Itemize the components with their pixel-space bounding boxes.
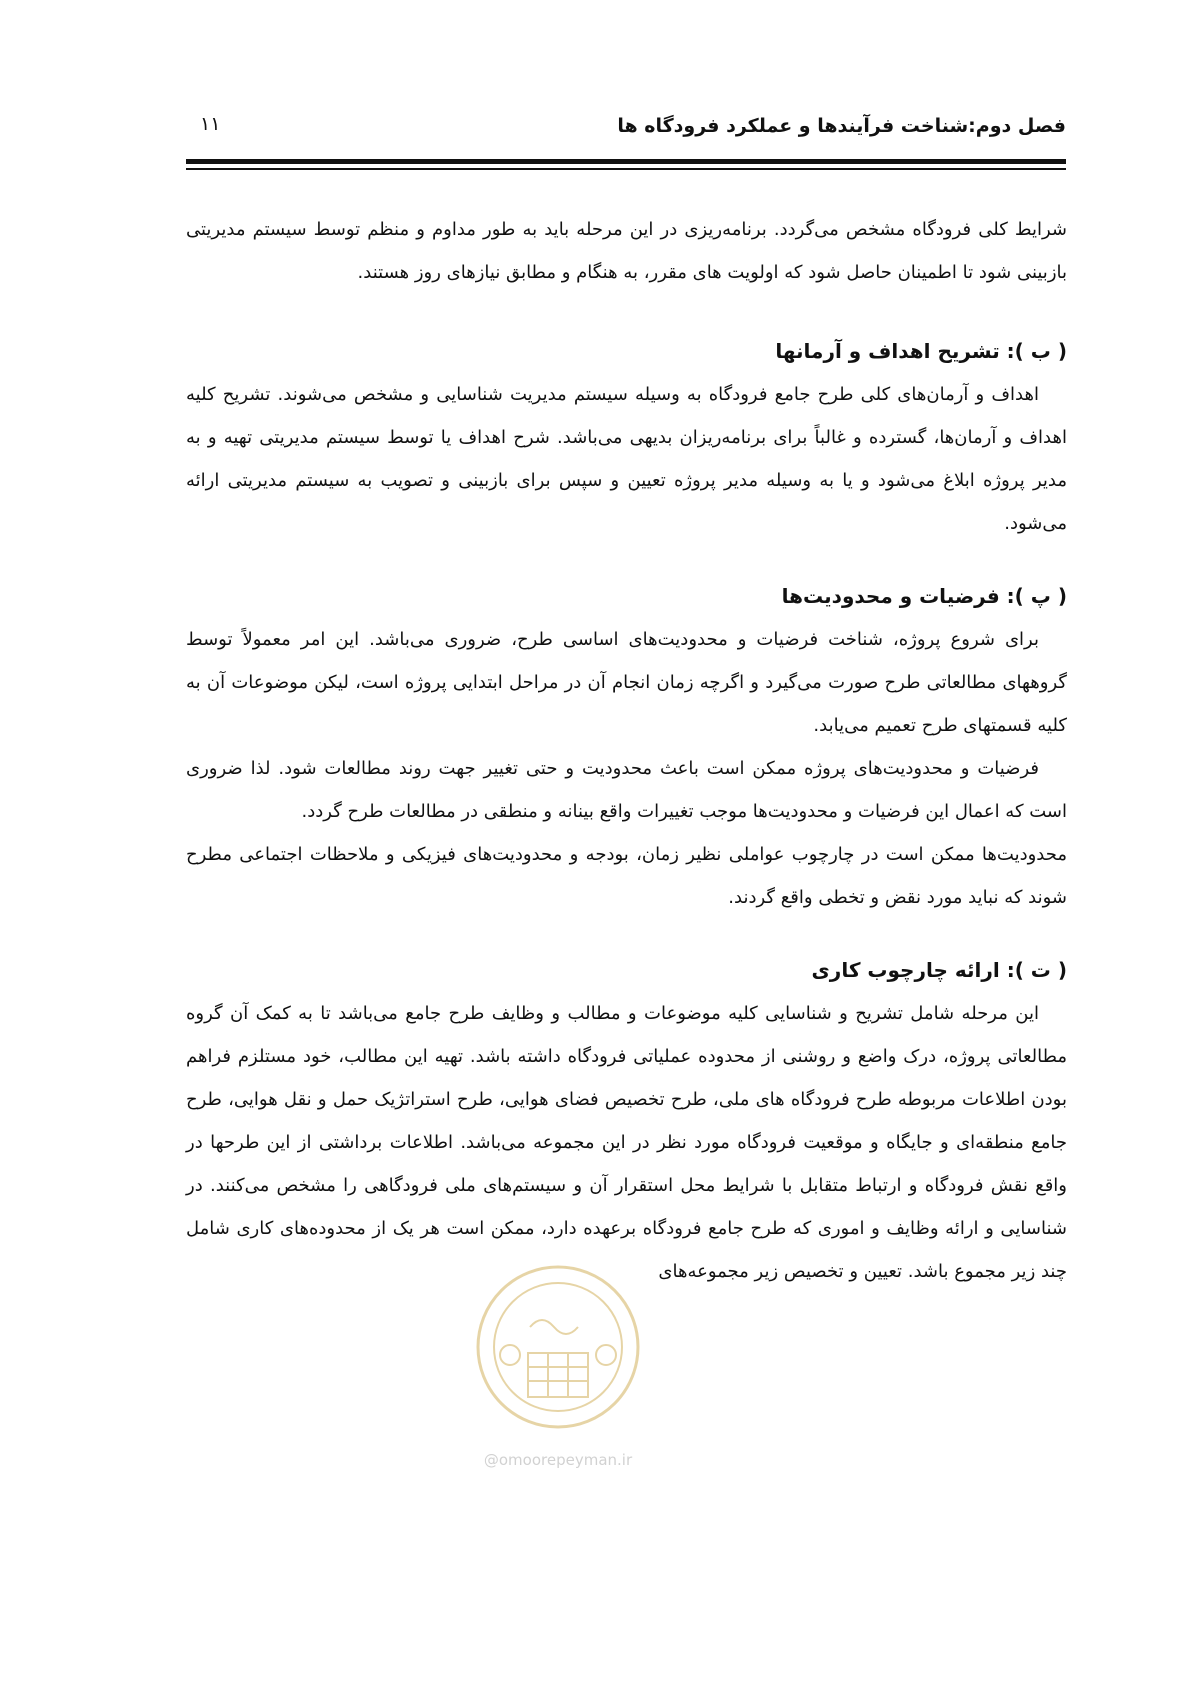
section-t-heading: ( ت ): ارائه چارچوب کاری xyxy=(811,958,1067,982)
section-p-heading: ( پ ): فرضیات و محدودیت‌ها xyxy=(781,584,1067,608)
section-p-paragraph-2: فرضیات و محدودیت‌های پروژه ممکن است باعث محدودیت و حتی تغییر جهت روند مطالعات شود. لذا ضروری است که اعمال این فرضیات و محدودیت‌ها موجب تغییرات واقع بینانه و منطقی در مطالعات طرح گردد. xyxy=(186,758,1067,822)
section-spacer xyxy=(186,294,1067,330)
header-rule-thin xyxy=(186,168,1066,170)
page-number: ۱۱ xyxy=(200,113,221,135)
page-body xyxy=(186,208,1067,1293)
section-spacer xyxy=(186,919,1067,949)
section-b-paragraph: اهداف و آرمان‌های کلی طرح جامع فرودگاه به وسیله سیستم مدیریت شناسایی و مشخص می‌شوند. تشریح کلیه اهداف و آرمان‌ها، گسترده و غالباً برای برنامه‌ریزان بدیهی می‌باشد. شرح اهداف یا توسط سیستم مدیریتی تهیه و به مدیر پروژه ابلاغ می‌شود و یا به وسیله مدیر پروژه تعیین و سپس برای بازبینی و تصویب به سیستم مدیریتی ارائه می‌شود. xyxy=(186,384,1067,534)
running-header-title: فصل دوم:شناخت فرآیندها و عملکرد فرودگاه ها xyxy=(617,115,1066,137)
section-p-paragraph-1: برای شروع پروژه، شناخت فرضیات و محدودیت‌های اساسی طرح، ضروری می‌باشد. این امر معمولاً توسط گروههای مطالعاتی طرح صورت می‌گیرد و اگرچه زمان انجام آن در مراحل ابتدایی پروژه است، لیکن موضوعات آن به کلیه قسمتهای طرح تعمیم می‌یابد. xyxy=(186,629,1067,736)
section-t-paragraph: این مرحله شامل تشریح و شناسایی کلیه موضوعات و مطالب و وظایف طرح جامع می‌باشد تا به کمک آن گروه مطالعاتی پروژه، درک واضع و روشنی از محدوده عملیاتی فرودگاه داشته باشد. تهیه این مطالب، خود مستلزم فراهم بودن اطلاعات مربوطه طرح فرودگاه های ملی، طرح تخصیص فضای هوایی، طرح استراتژیک حمل و نقل هوایی، طرح جامع منطقه‌ای و جایگاه و موقعیت فرودگاه مورد نظر در این مجموعه می‌باشد. اطلاعات برداشتی از این طرحها در واقع نقش فرودگاه و ارتباط متقابل با شرایط محل استقرار آن و سیستم‌های ملی فرودگاهی را مشخص می‌کنند. در شناسایی و ارائه وظایف و اموری که طرح جامع فرودگاه برعهده دارد، ممکن است هر یک از محدوده‌های کاری شامل چند زیر مجموع باشد. تعیین و تخصیص زیر مجموعه‌های xyxy=(186,1003,1067,1282)
section-p-paragraph-3: محدودیت‌ها ممکن است در چارچوب عواملی نظیر زمان، بودجه و محدودیت‌های فیزیکی و ملاحظات اجتماعی مطرح شوند که نباید مورد نقض و تخطی واقع گردند. xyxy=(186,844,1067,908)
section-b-heading: ( ب ): تشریح اهداف و آرمانها xyxy=(775,339,1067,363)
watermark-text: @omoorepeyman.ir xyxy=(483,1451,633,1469)
intro-paragraph: شرایط کلی فرودگاه مشخص می‌گردد. برنامه‌ریزی در این مرحله باید به طور مداوم و منظم توسط سیستم مدیریتی بازبینی شود تا اطمینان حاصل شود که اولویت های مقرر، به هنگام و مطابق نیازهای روز هستند. xyxy=(186,219,1067,283)
section-spacer xyxy=(186,545,1067,575)
header-rule-thick xyxy=(186,159,1066,164)
